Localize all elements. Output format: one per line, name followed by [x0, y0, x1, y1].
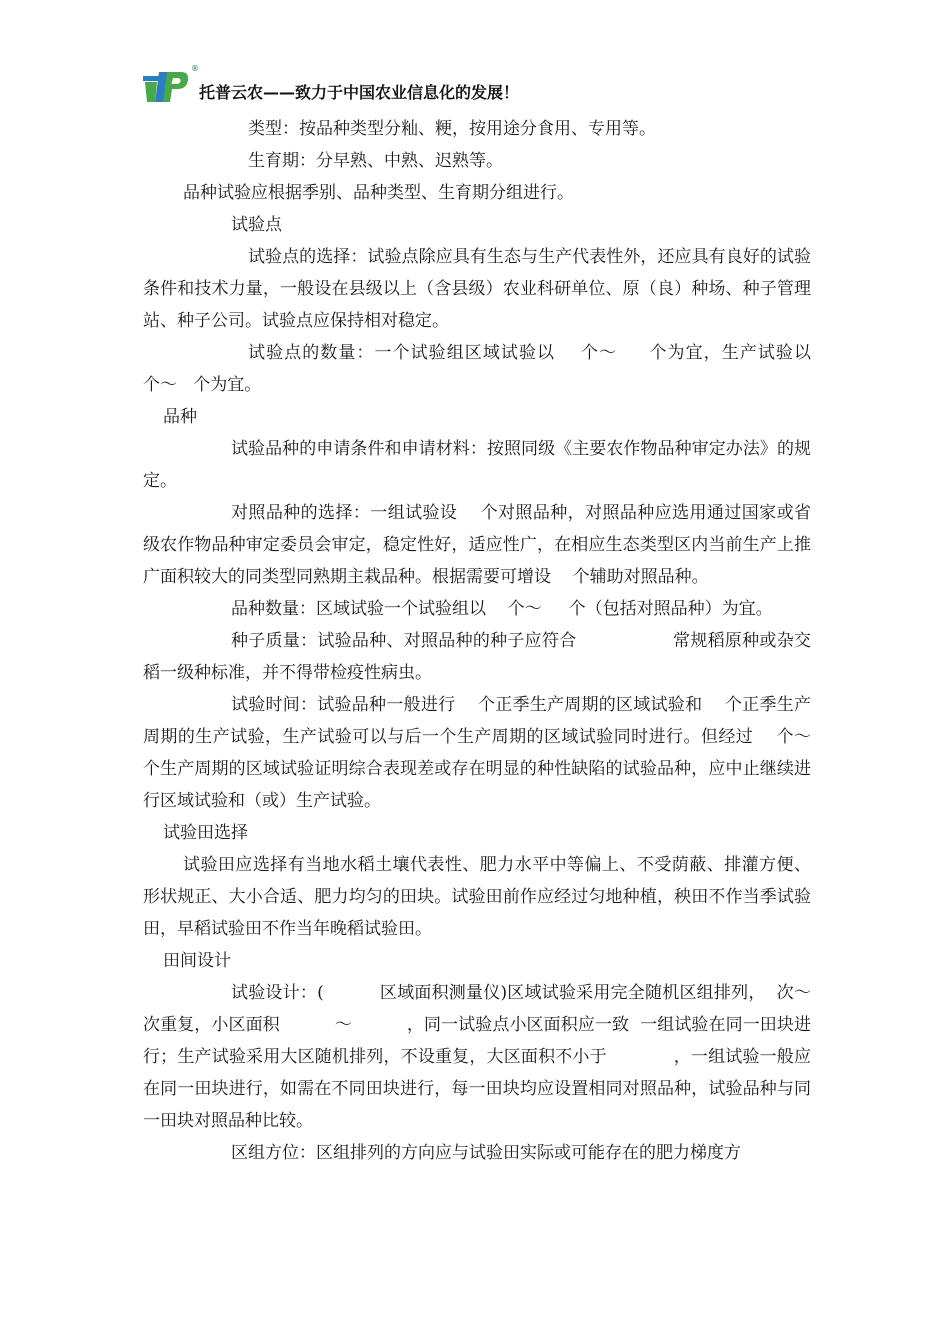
paragraph: 试验点的选择：试验点除应具有生态与生产代表性外，还应具有良好的试验条件和技术力量，一般设在县级以上（含县级）农业科研单位、原（良）种场、种子管理站、种子公司。试验点应保持相对稳定。	[143, 247, 811, 331]
paragraph: 生育期：分早熟、中熟、迟熟等。	[248, 151, 503, 171]
section-heading: 品种	[163, 407, 197, 427]
paragraph: 区组方位：区组排列的方向应与试验田实际或可能存在的肥力梯度方	[231, 1143, 741, 1163]
paragraph: 品种试验应根据季别、品种类型、生育期分组进行。	[183, 183, 574, 203]
paragraph: 试验品种的申请条件和申请材料：按照同级《主要农作物品种审定办法》的规定。	[143, 439, 811, 491]
company-slogan: 托普云农——致力于中国农业信息化的发展！	[199, 83, 520, 102]
section-heading: 田间设计	[163, 951, 231, 971]
section-heading: 试验田选择	[163, 823, 248, 843]
paragraph: 对照品种的选择：一组试验设 个对照品种，对照品种应选用通过国家或省级农作物品种审定委员会审定，稳定性好，适应性广，在相应生态类型区内当前生产上推广面积较大的同类型同熟期主栽品种。根据需要可增设 个辅助对照品种。	[143, 503, 811, 587]
registered-mark: ®	[191, 64, 199, 73]
paragraph: 试验时间：试验品种一般进行 个正季生产周期的区域试验和 个正季生产周期的生产试验，生产试验可以与后一个生产周期的区域试验同时进行。但经过 个～ 个生产周期的区域试验证明综合表现差或存在明显的种性缺陷的试验品种，应中止继续进行区域试验和（或）生产试验。	[143, 695, 828, 811]
page-header	[143, 64, 843, 108]
paragraph: 种子质量：试验品种、对照品种的种子应符合 常规稻原种或杂交稻一级种标准，并不得带检疫性病虫。	[143, 631, 811, 683]
paragraph: 品种数量：区域试验一个试验组以 个～ 个（包括对照品种）为宜。	[231, 599, 773, 619]
tp-logo-icon	[143, 68, 189, 104]
paragraph: 类型：按品种类型分籼、粳，按用途分食用、专用等。	[248, 119, 656, 139]
document-body	[143, 113, 833, 1169]
paragraph: 试验田应选择有当地水稻土壤代表性、肥力水平中等偏上、不受荫蔽、排灌方便、形状规正、大小合适、肥力均匀的田块。试验田前作应经过匀地种植，秧田不作当季试验田，早稻试验田不作当年晚稻试验田。	[143, 855, 811, 939]
paragraph: 试验点的数量：一个试验组区域试验以 个～ 个为宜，生产试验以 个～ 个为宜。	[143, 343, 833, 395]
section-heading: 试验点	[231, 215, 282, 235]
paragraph: 试验设计：( 区域面积测量仪)区域试验采用完全随机区组排列， 次～ 次重复，小区面积 ～ ，同一试验点小区面积应一致 一组试验在同一田块进行；生产试验采用大区随机排列，不设重复，大区面积不小于 ，一组试验一般应在同一田块进行，如需在不同田块进行，每一田块均应设置相同对照品种，试验品种与同一田块对照品种比较。	[143, 983, 833, 1131]
